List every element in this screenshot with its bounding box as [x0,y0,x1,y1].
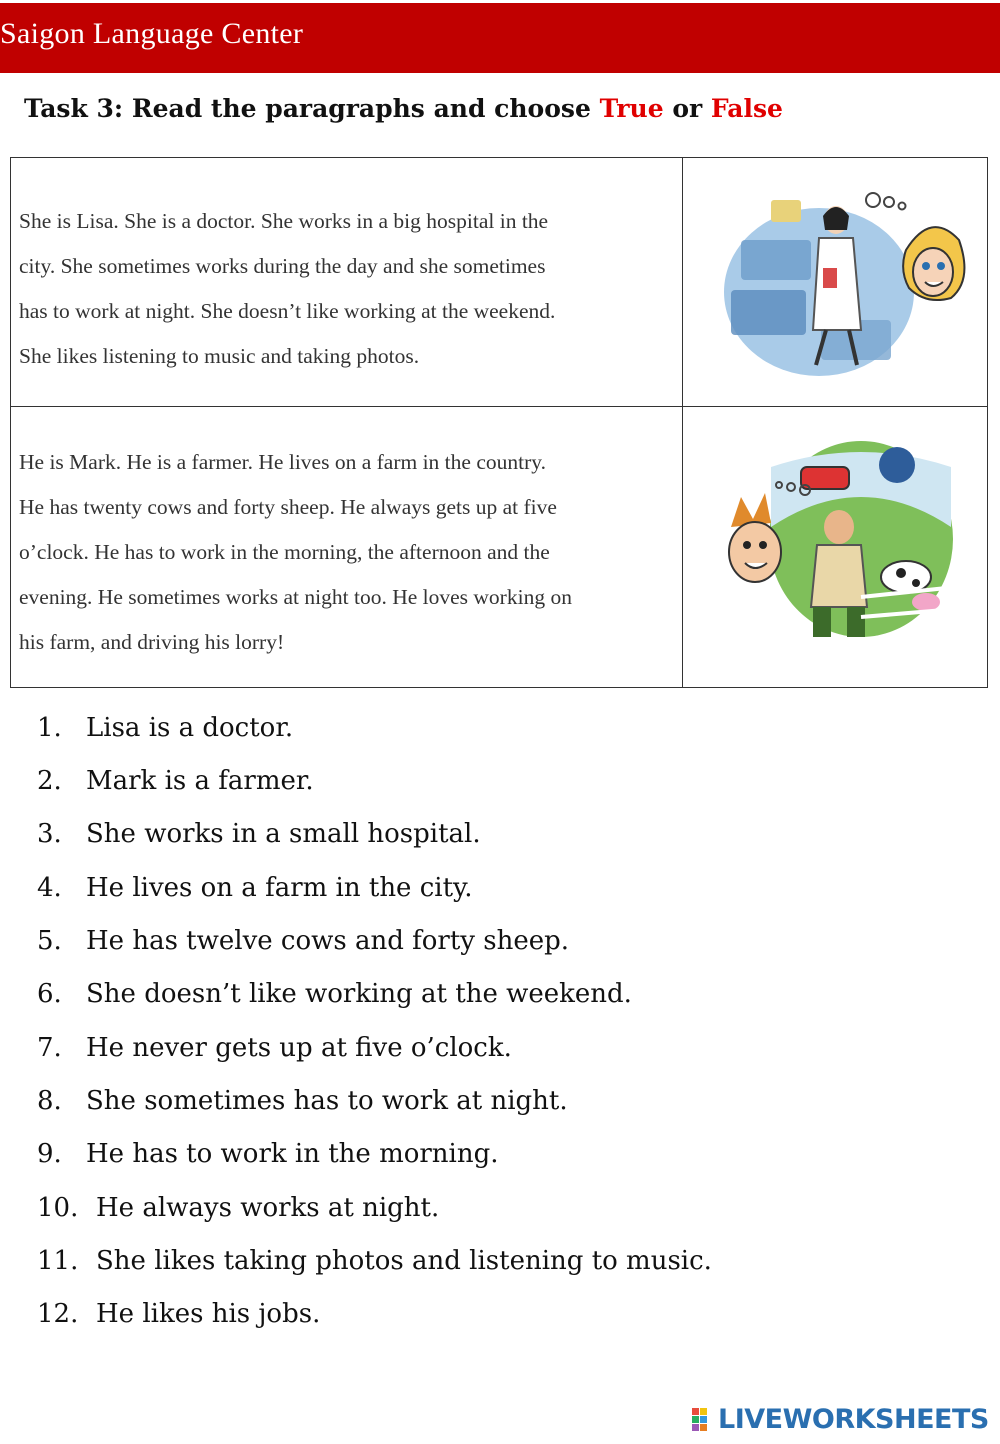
passage-row-mark [11,407,987,687]
task-joiner: or [663,94,711,123]
question-number: 9. [37,1139,62,1169]
task-option-true: True [599,94,664,123]
question-number: 4. [37,873,62,903]
question-number: 10. [37,1193,79,1223]
question-number: 1. [37,713,62,743]
question-text: He always works at night. [96,1193,440,1223]
question-text: He has twelve cows and forty sheep. [86,926,570,956]
question-number: 5. [37,926,62,956]
reading-table [10,157,988,688]
question-text: He likes his jobs. [96,1299,321,1329]
header-bar [0,3,1000,73]
question-number: 11. [37,1246,79,1276]
liveworksheets-logo-icon [692,1408,716,1432]
passage-line: his farm, and driving his lorry! [19,630,285,654]
column-divider [682,158,683,406]
passage-line: evening. He sometimes works at night too. He loves working on [19,585,572,609]
question-text: He has to work in the morning. [86,1139,499,1169]
passage-line: city. She sometimes works during the day and she sometimes [19,254,546,278]
question-text: She works in a small hospital. [86,819,481,849]
question-text: She sometimes has to work at night. [86,1086,568,1116]
question-number: 12. [37,1299,79,1329]
column-divider [682,407,683,687]
passage-line: o’clock. He has to work in the morning, the afternoon and the [19,540,550,564]
passage-line: He is Mark. He is a farmer. He lives on a farm in the country. [19,450,546,474]
question-text: He never gets up at five o’clock. [86,1033,512,1063]
question-number: 6. [37,979,62,1009]
question-text: She likes taking photos and listening to music. [96,1246,712,1276]
doctor-hospital-icon [711,180,973,380]
question-number: 2. [37,766,62,796]
logo-text: LIVEWORKSHEETS [718,1404,989,1435]
passage-line: He has twenty cows and forty sheep. He always gets up at five [19,495,557,519]
question-text: He lives on a farm in the city. [86,873,473,903]
header-title: Saigon Language Center [0,17,304,50]
question-number: 8. [37,1086,62,1116]
passage-mark [19,440,671,665]
question-number: 3. [37,819,62,849]
passage-line: She likes listening to music and taking photos. [19,344,420,368]
question-text: Mark is a farmer. [86,766,314,796]
question-number: 7. [37,1033,62,1063]
question-text: Lisa is a doctor. [86,713,294,743]
task-option-false: False [710,94,783,123]
task-prefix: Task 3: Read the paragraphs and choose [24,94,600,123]
question-text: She doesn’t like working at the weekend. [86,979,632,1009]
farmer-farm-icon [711,427,973,647]
passage-row-lisa [11,158,987,407]
passage-line: has to work at night. She doesn’t like working at the weekend. [19,299,556,323]
task-title [24,94,783,123]
passage-line: She is Lisa. She is a doctor. She works in a big hospital in the [19,209,549,233]
passage-lisa [19,199,671,379]
